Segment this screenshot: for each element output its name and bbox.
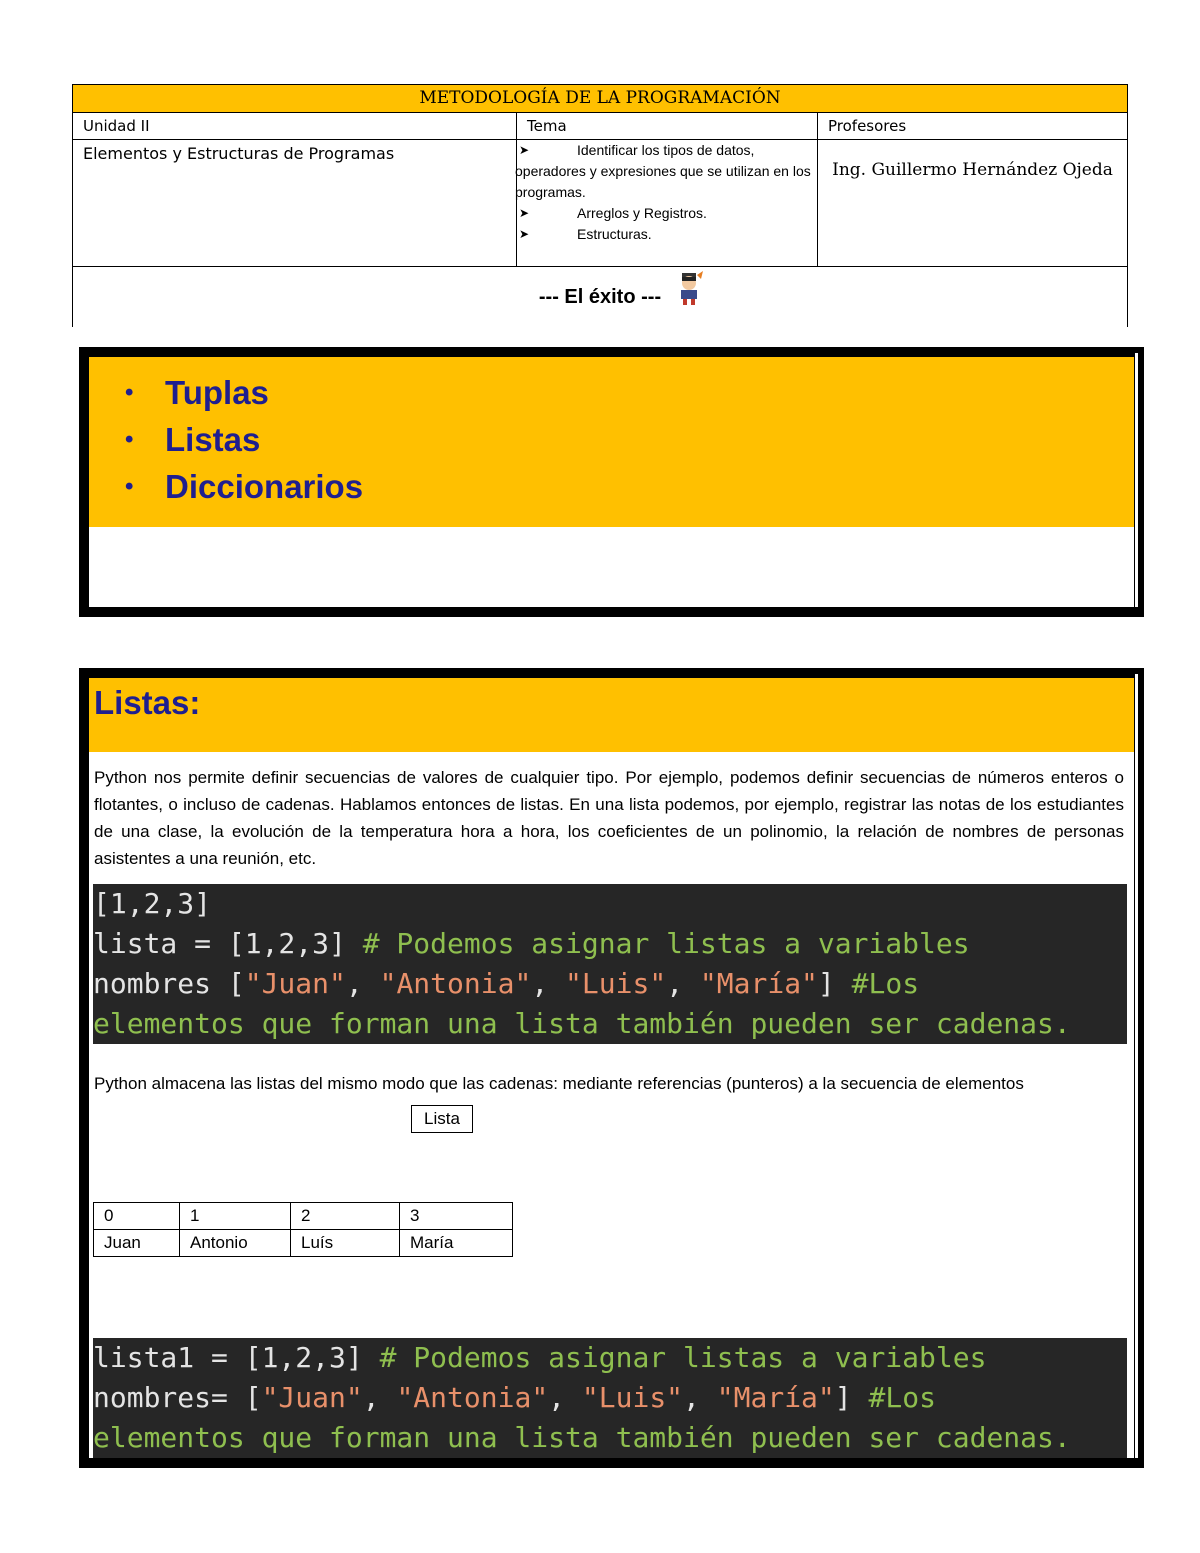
storage-paragraph: Python almacena las listas del mismo modo que las cadenas: mediante referencias (punteros) a la secuencia de elementos (94, 1074, 1024, 1093)
topics-list (89, 357, 1134, 510)
listas-section (79, 668, 1144, 1468)
array-value: María (400, 1230, 513, 1257)
mascot-icon (676, 269, 704, 307)
code-block-2 (93, 1338, 1127, 1458)
unit-label: Unidad II (73, 113, 517, 140)
code-block-1 (93, 884, 1127, 1044)
tema-list (517, 140, 818, 267)
code-line: [1,2,3] (93, 887, 212, 920)
professors-label: Profesores (818, 113, 1128, 140)
array-index: 3 (400, 1203, 513, 1230)
array-index: 2 (291, 1203, 400, 1230)
code-line: nombres ["Juan", "Antonia", "Luis", "María"] #Los (93, 967, 920, 1000)
array-value: Antonio (180, 1230, 291, 1257)
tema-item-continuation: operadores y expresiones que se utilizan en los programas. (515, 163, 811, 200)
tema-item: ➤ Estructuras. (517, 224, 817, 245)
array-value: Luís (291, 1230, 400, 1257)
code-line: elementos que forman una lista también pueden ser cadenas. (93, 1421, 1071, 1454)
topics-banner (89, 357, 1134, 527)
header-table (72, 84, 1128, 327)
array-table (93, 1202, 513, 1257)
topic-item: • Listas (125, 416, 1134, 463)
unit-value: Elementos y Estructuras de Programas (73, 140, 517, 267)
tema-label: Tema (517, 113, 818, 140)
array-value: Juan (94, 1230, 180, 1257)
lista-label-box: Lista (411, 1105, 473, 1133)
array-index: 1 (180, 1203, 291, 1230)
code-line: lista1 = [1,2,3] # Podemos asignar listas a variables (93, 1341, 987, 1374)
tema-item: ➤ Arreglos y Registros. (517, 203, 817, 224)
document-title: METODOLOGÍA DE LA PROGRAMACIÓN (73, 85, 1128, 113)
tema-item: ➤ Identificar los tipos de datos, (517, 140, 817, 161)
motto-text: --- El éxito --- (538, 286, 662, 308)
professor-name: Ing. Guillermo Hernández Ojeda (818, 140, 1128, 267)
motto-cell (73, 267, 1128, 328)
topic-item: • Tuplas (125, 369, 1134, 416)
section-heading: Listas: (94, 684, 201, 721)
section-banner (89, 678, 1134, 752)
code-line: lista = [1,2,3] # Podemos asignar listas a variables (93, 927, 970, 960)
code-line: nombres= ["Juan", "Antonia", "Luis", "María"] #Los (93, 1381, 936, 1414)
code-line: elementos que forman una lista también pueden ser cadenas. (93, 1007, 1071, 1040)
array-index: 0 (94, 1203, 180, 1230)
topic-item: • Diccionarios (125, 463, 1134, 510)
intro-paragraph: Python nos permite definir secuencias de valores de cualquier tipo. Por ejemplo, podemos definir secuencias de números enteros o flotantes, o incluso de cadenas. Hablamos entonces de listas. En una lista podemos, por ejemplo, registrar las notas de los estudiantes de una clase, la evolución de la temperatura hora a hora, los coeficientes de un polinomio, la relación de nombres de personas asistentes a una reunión, etc. (94, 768, 1124, 868)
topics-box (79, 347, 1144, 617)
